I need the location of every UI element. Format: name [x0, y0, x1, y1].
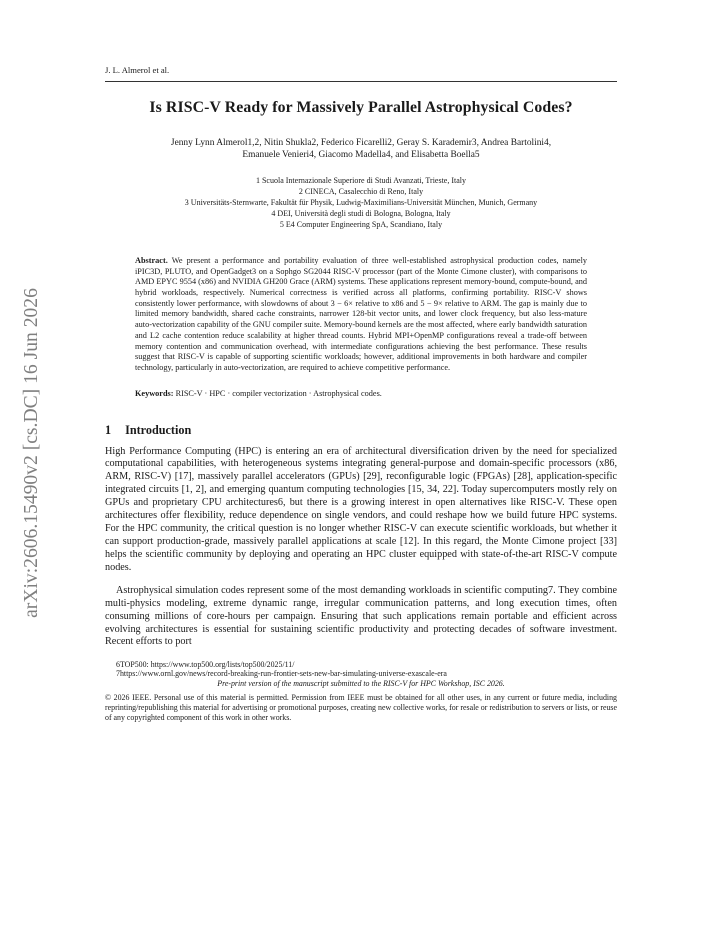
arxiv-identifier-text: arXiv:2606.15490v2 [cs.DC] 16 Jun 2026	[21, 288, 42, 618]
keywords-heading: Keywords:	[135, 388, 174, 398]
body-paragraph: High Performance Computing (HPC) is entering an era of architectural diversification driven by the need for specialized computational capabilities, with heterogeneous systems integrating general-purpose and domain-specific processors (x86, ARM, RISC-V) [17], massively parallel accelerators (GPUs) [29], reconfigurable logic (FPGAs) [28], application-specific integrated circuits [1, 2], and emerging quantum computing technologies [15, 34, 22]. Today supercomputers mostly rely on GPUs and proprietary CPU architectures6, but there is a growing interest in open alternatives like RISC-V. These open architectures offer flexibility, reduce dependence on single vendors, and could reshape how we build future HPC systems. For the HPC community, the critical question is no longer whether RISC-V can execute scientific workloads, but whether it can support production-grade, massively parallel applications at scale [12]. In this regard, the Monte Cimone project [33] helps the scientific community by deploying and operating an HPC cluster equipped with state-of-the-art RISC-V compute nodes.	[105, 445, 617, 573]
author-line: Jenny Lynn Almerol1,2, Nitin Shukla2, Federico Ficarelli2, Geray S. Karademir3, Andrea Bartolini4,	[170, 137, 552, 148]
copyright-notice: © 2026 IEEE. Personal use of this material is permitted. Permission from IEEE must be obtained for all other uses, in any current or future media, including reprinting/republishing this material for advertising or promotional purposes, creating new collective works, for resale or redistribution to servers or lists, or reuse of any copyrighted component of this work in other works.	[105, 692, 617, 722]
abstract-text: We present a performance and portability evaluation of three well-established astrophysical production codes, namely iPIC3D, PLUTO, and OpenGadget3 on a Sophgo SG2044 RISC-V processor (part of the Monte Cimone cluster), with comparisons to AMD EPYC 9554 (x86) and NVIDIA GH200 Grace (ARM) systems. These applications represent memory-bound, compute-bound, and hybrid workloads, respectively. Numerical correctness is verified across all platforms, confirming portability. RISC-V shows consistently lower performance, with slowdowns of about 3 − 6× relative to x86 and 5 − 9× relative to ARM. The gap is mainly due to limited memory bandwidth, shared cache constraints, narrower 128-bit vector units, and lower clock frequency, but also less-mature auto-vectorization capability of the GNU compiler suite. Memory-bound kernels are the most affected, where early bandwidth saturation and L2 cache contention reduce scalability at higher thread counts. Hybrid MPI+OpenMP configurations reveal a trade-off between memory contention and communication overhead, with intermediate configurations achieving the best performance. These results suggest that RISC-V is capable of supporting scientific workloads; however, additional improvements in both hardware and compiler technology, particularly in auto-vectorization, are required to achieve competitive performance.	[135, 255, 587, 372]
body-paragraph: Astrophysical simulation codes represent some of the most demanding workloads in scientific computing7. They combine multi-physics modeling, extreme dynamic range, irregular communication patterns, and long execution times, often consuming millions of core-hours per campaign. Ensuring that such applications remain portable and efficient across evolving architectures is essential for sustaining scientific productivity and protecting decades of software investment. Recent efforts to port	[105, 584, 617, 648]
affiliation-item: 5 E4 Computer Engineering SpA, Scandiano, Italy	[279, 219, 443, 229]
footnote: 6TOP500: https://www.top500.org/lists/top500/2025/11/	[116, 659, 295, 669]
footnote: 7https://www.ornl.gov/news/record-breaking-run-frontier-sets-new-bar-simulating-universe-exascale-era	[116, 669, 447, 679]
author-list	[105, 137, 617, 161]
section-heading	[105, 424, 617, 437]
preprint-note: Pre-print version of the manuscript submitted to the RISC-V for HPC Workshop, ISC 2026.	[217, 679, 505, 689]
running-head: J. L. Almerol et al.	[105, 64, 617, 82]
affiliation-list	[105, 175, 617, 230]
keywords	[135, 388, 587, 399]
abstract	[135, 256, 587, 374]
abstract-heading: Abstract.	[135, 255, 168, 265]
paper-page	[105, 64, 617, 722]
section-number: 1	[105, 422, 112, 437]
affiliation-item: 3 Universitäts-Sternwarte, Fakultät für Physik, Ludwig-Maximilians-Universität München, Munich, Germany	[184, 197, 538, 207]
affiliation-item: 4 DEI, Università degli studi di Bologna, Bologna, Italy	[271, 208, 451, 218]
affiliation-item: 1 Scuola Internazionale Superiore di Studi Avanzati, Trieste, Italy	[255, 175, 467, 185]
section-title: Introduction	[125, 422, 192, 437]
arxiv-identifier-stamp	[20, 262, 44, 644]
author-line: Emanuele Venieri4, Giacomo Madella4, and Elisabetta Boella5	[242, 149, 480, 160]
paper-title: Is RISC-V Ready for Massively Parallel Astrophysical Codes?	[149, 98, 573, 116]
keywords-text: RISC-V · HPC · compiler vectorization · Astrophysical codes.	[175, 388, 382, 398]
affiliation-item: 2 CINECA, Casalecchio di Reno, Italy	[298, 186, 424, 196]
footnotes	[105, 660, 617, 689]
